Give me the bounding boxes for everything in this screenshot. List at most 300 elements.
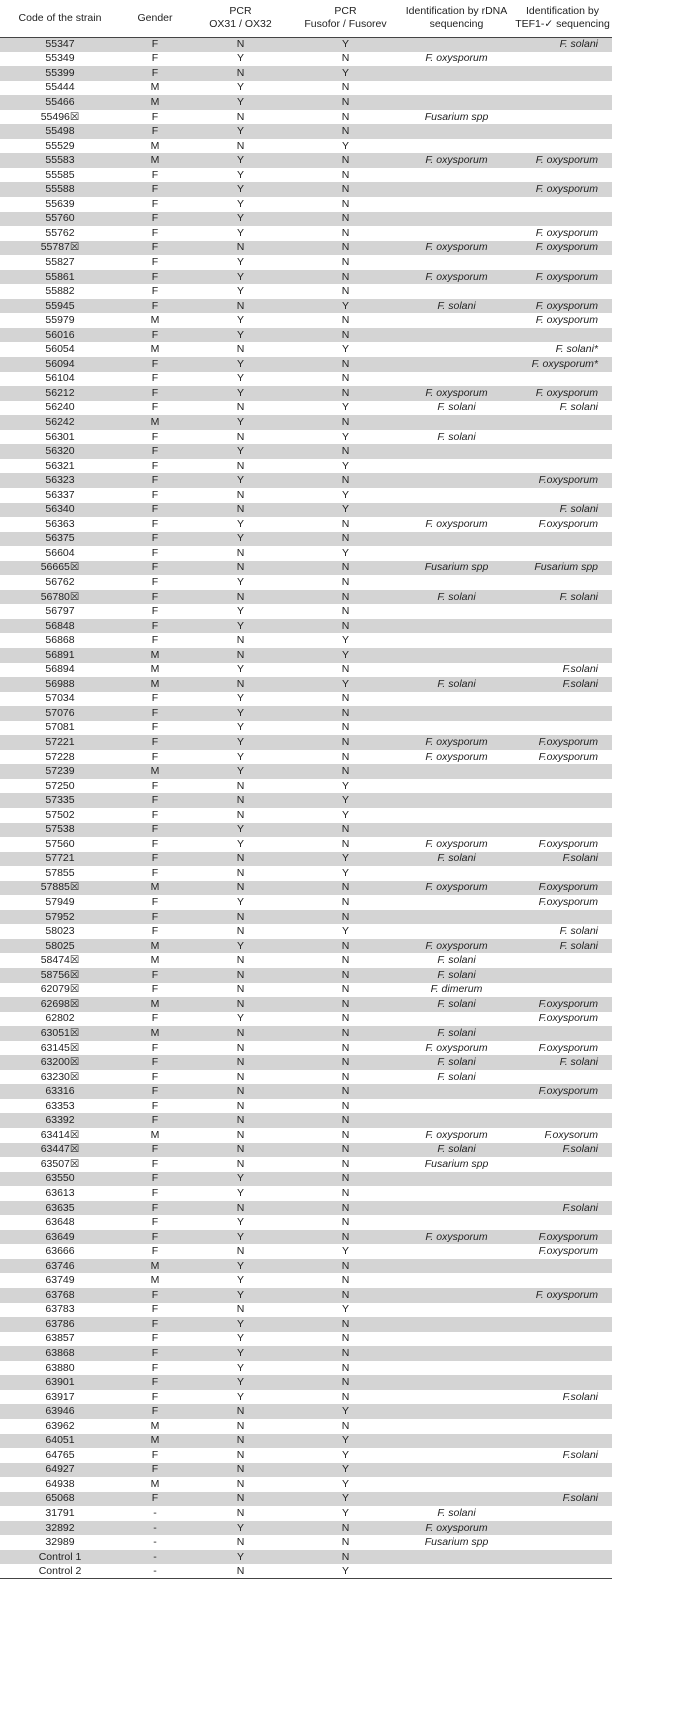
tef-id-cell: F. oxysporum (535, 314, 598, 327)
strain-code-cell: 58025 (0, 939, 120, 954)
pcr-ox-cell: N (190, 1564, 291, 1579)
table-row (0, 313, 612, 328)
pcr-ox-cell: Y (190, 1521, 291, 1536)
table-row (0, 1288, 612, 1303)
strain-code-cell: Control 1 (0, 1550, 120, 1565)
tef-id-cell: F.solani (513, 1492, 612, 1507)
table-row (0, 1564, 612, 1579)
pcr-ox-cell: Y (190, 153, 291, 168)
gender-cell: F (120, 270, 190, 285)
pcr-ox-cell: Y (236, 1332, 244, 1345)
tef-id-cell (513, 808, 612, 823)
pcr-fuso-cell: Y (341, 779, 349, 792)
gender-cell: F (120, 1055, 190, 1070)
tef-id-cell: F. solani* (555, 343, 598, 356)
pcr-fuso-cell: Y (341, 430, 349, 443)
rdna-id-cell (400, 1113, 513, 1128)
pcr-ox-cell: N (190, 1026, 291, 1041)
strain-code-cell: 55466 (0, 95, 120, 110)
strain-code-cell: 56054 (45, 343, 75, 356)
tef-id-cell: F.oxysporum (538, 750, 598, 763)
pcr-ox-cell: Y (190, 1550, 291, 1565)
rdna-id-cell: F. solani (437, 430, 476, 443)
tef-id-cell (513, 66, 612, 81)
pcr-ox-cell: Y (190, 270, 291, 285)
rdna-id-cell: F. dimerum (430, 983, 483, 996)
gender-cell: F (120, 1201, 190, 1216)
strain-code-cell: 57560 (45, 837, 75, 850)
rdna-id-cell: F. oxysporum (425, 837, 488, 850)
tef-id-cell (513, 1506, 612, 1521)
strain-code-cell: 56363 (45, 517, 75, 530)
strain-code-cell: 56212 (0, 386, 120, 401)
rdna-id-cell (400, 1463, 513, 1478)
pcr-fuso-cell: Y (341, 139, 349, 152)
gender-cell: - (120, 1521, 190, 1536)
gender-cell: M (120, 997, 190, 1012)
table-row (0, 1012, 612, 1027)
pcr-fuso-cell: N (341, 1390, 350, 1403)
gender-cell: F (151, 372, 159, 385)
gender-cell: F (151, 1157, 159, 1170)
gender-cell: F (151, 1216, 159, 1229)
table-row (0, 1259, 612, 1274)
pcr-ox-cell: Y (236, 1186, 244, 1199)
table-row (0, 1375, 612, 1390)
gender-cell: F (120, 66, 190, 81)
strain-code-cell: 55787☒ (0, 241, 120, 256)
pcr-fuso-cell: N (291, 910, 400, 925)
pcr-ox-cell: Y (236, 750, 244, 763)
header-pcr-ox: PCR OX31 / OX32 (190, 0, 291, 37)
rdna-id-cell (400, 1375, 513, 1390)
rdna-id-cell: F. oxysporum (400, 270, 513, 285)
table-row (0, 1404, 612, 1419)
pcr-ox-cell: Y (236, 605, 244, 618)
strain-code-cell: 57239 (0, 764, 120, 779)
pcr-fuso-cell: Y (341, 634, 349, 647)
gender-cell: F (151, 1041, 159, 1054)
table-row (0, 968, 612, 983)
rdna-id-cell: F. oxysporum (400, 386, 513, 401)
gender-cell: F (120, 1288, 190, 1303)
strain-code-cell: 57076 (0, 706, 120, 721)
table-row (0, 517, 612, 532)
gender-cell: F (151, 255, 159, 268)
strain-code-cell: 63145☒ (40, 1041, 80, 1054)
table-row (0, 997, 612, 1012)
gender-cell: F (120, 1084, 190, 1099)
strain-code-cell: 63447☒ (0, 1143, 120, 1158)
pcr-fuso-cell: N (341, 1536, 350, 1549)
tef-id-cell (513, 488, 612, 503)
pcr-fuso-cell: N (341, 983, 350, 996)
table-row (0, 182, 612, 197)
pcr-fuso-cell: N (291, 473, 400, 488)
rdna-id-cell (400, 313, 513, 328)
strain-code-cell: 56780☒ (0, 590, 120, 605)
tef-id-cell (513, 255, 612, 270)
table-row (0, 52, 612, 67)
strain-code-cell: 56988 (0, 677, 120, 692)
gender-cell: F (151, 285, 159, 298)
tef-id-cell (513, 444, 612, 459)
gender-cell: F (151, 808, 159, 821)
pcr-fuso-cell: N (341, 1041, 350, 1054)
strain-code-cell: 56762 (45, 576, 75, 588)
table-row (0, 255, 612, 270)
pcr-ox-cell: N (190, 1201, 291, 1216)
table-row (0, 852, 612, 867)
strain-code-cell: 63316 (0, 1084, 120, 1099)
gender-cell: M (150, 954, 160, 967)
rdna-id-cell: Fusarium spp (400, 561, 513, 576)
gender-cell: F (120, 1492, 190, 1507)
pcr-fuso-cell: N (341, 81, 350, 94)
gender-cell: F (120, 503, 190, 518)
rdna-id-cell: F. solani (437, 1507, 476, 1519)
gender-cell: F (151, 837, 159, 850)
pcr-fuso-cell: N (291, 1259, 400, 1274)
rdna-id-cell: F. solani (400, 968, 513, 983)
rdna-id-cell (400, 692, 513, 707)
tef-id-cell (513, 546, 612, 561)
pcr-fuso-cell: Y (341, 1245, 349, 1258)
rdna-id-cell: F. solani (400, 299, 513, 314)
pcr-ox-cell: Y (190, 95, 291, 110)
gender-cell: F (151, 1448, 159, 1461)
rdna-id-cell (400, 1434, 513, 1449)
rdna-id-cell (400, 706, 513, 721)
pcr-fuso-cell: N (291, 823, 400, 838)
rdna-id-cell (400, 1244, 513, 1259)
table-row (0, 241, 612, 256)
tef-id-cell (513, 604, 612, 619)
pcr-fuso-cell: N (291, 1055, 400, 1070)
pcr-fuso-cell: N (341, 663, 350, 676)
rdna-id-cell (400, 182, 513, 197)
gender-cell: - (120, 1564, 190, 1579)
gender-cell: F (120, 1463, 190, 1478)
rdna-id-cell: F. oxysporum (425, 1041, 488, 1054)
table-row (0, 808, 612, 823)
table-row (0, 1113, 612, 1128)
strain-code-cell: 58023 (45, 925, 75, 938)
gender-cell: F (120, 386, 190, 401)
pcr-ox-cell: Y (236, 168, 244, 181)
rdna-id-cell: F. oxysporum (400, 241, 513, 256)
pcr-fuso-cell: Y (291, 299, 400, 314)
pcr-fuso-cell: N (291, 1521, 400, 1536)
rdna-id-cell (400, 197, 513, 212)
pcr-ox-cell: Y (190, 764, 291, 779)
strain-code-cell: 32892 (0, 1521, 120, 1536)
gender-cell: F (151, 1303, 159, 1316)
rdna-id-cell (400, 1186, 513, 1201)
pcr-ox-cell: N (236, 1128, 245, 1141)
pcr-ox-cell: N (190, 677, 291, 692)
gender-cell: M (150, 663, 160, 676)
gender-cell: F (120, 910, 190, 925)
table-header-row (0, 0, 612, 37)
rdna-id-cell (400, 866, 513, 881)
pcr-ox-cell: N (236, 1536, 245, 1549)
strain-code-cell: 56894 (45, 663, 75, 676)
pcr-ox-cell: Y (190, 444, 291, 459)
rdna-id-cell: F. solani (400, 997, 513, 1012)
gender-cell: F (151, 605, 159, 618)
gender-cell: M (150, 343, 160, 356)
tef-id-cell (513, 692, 612, 707)
strain-code-cell: 56301 (45, 430, 75, 443)
rdna-id-cell (400, 1550, 513, 1565)
pcr-ox-cell: N (190, 648, 291, 663)
rdna-id-cell (400, 473, 513, 488)
rdna-id-cell: F. oxysporum (425, 750, 488, 763)
pcr-fuso-cell: N (291, 881, 400, 896)
strain-code-cell: 55760 (0, 212, 120, 227)
pcr-fuso-cell: N (291, 764, 400, 779)
table-row (0, 1303, 612, 1318)
pcr-ox-cell: N (236, 1070, 245, 1083)
gender-cell: M (120, 95, 190, 110)
strain-code-cell: 63635 (0, 1201, 120, 1216)
pcr-ox-cell: Y (236, 1216, 244, 1229)
tef-id-cell: F.oxysporum (538, 1245, 598, 1258)
pcr-ox-cell: Y (190, 182, 291, 197)
pcr-ox-cell: N (236, 925, 245, 938)
pcr-fuso-cell: Y (341, 925, 349, 938)
tef-id-cell (513, 124, 612, 139)
table-row (0, 1143, 612, 1158)
pcr-ox-cell: N (190, 793, 291, 808)
pcr-ox-cell: N (190, 590, 291, 605)
gender-cell: - (120, 1550, 190, 1565)
pcr-ox-cell: N (236, 779, 245, 792)
pcr-ox-cell: Y (190, 1346, 291, 1361)
gender-cell: M (150, 1274, 160, 1287)
rdna-id-cell: F. oxysporum (425, 517, 488, 530)
tef-id-cell (513, 706, 612, 721)
table-row (0, 983, 612, 998)
pcr-ox-cell: Y (236, 285, 244, 298)
table-row (0, 604, 612, 619)
table-row (0, 1550, 612, 1565)
table-row (0, 721, 612, 736)
gender-cell: F (120, 473, 190, 488)
tef-id-cell (513, 1477, 612, 1492)
strain-code-cell: 62802 (45, 1012, 75, 1025)
rdna-id-cell (400, 823, 513, 838)
pcr-ox-cell: Y (236, 314, 244, 327)
table-row (0, 212, 612, 227)
pcr-ox-cell: N (190, 1113, 291, 1128)
pcr-ox-cell: N (236, 401, 245, 414)
rdna-id-cell: F. oxysporum (425, 52, 488, 65)
rdna-id-cell (400, 255, 513, 270)
pcr-ox-cell: N (236, 110, 245, 123)
pcr-ox-cell: N (236, 1303, 245, 1316)
table-row (0, 1099, 612, 1114)
tef-id-cell (513, 1361, 612, 1376)
strain-code-cell: 57221 (0, 735, 120, 750)
pcr-fuso-cell: N (291, 619, 400, 634)
tef-id-cell (513, 764, 612, 779)
pcr-fuso-cell: Y (291, 1463, 400, 1478)
strain-code-cell: 63550 (0, 1172, 120, 1187)
tef-id-cell (513, 328, 612, 343)
pcr-ox-cell: N (236, 1448, 245, 1461)
pcr-fuso-cell: N (341, 1332, 350, 1345)
tef-id-cell: F.oxysporum (513, 473, 612, 488)
strain-code-cell: 55588 (0, 182, 120, 197)
tef-id-cell (513, 212, 612, 227)
gender-cell: F (120, 1346, 190, 1361)
strain-code-cell: 63648 (45, 1216, 75, 1229)
strain-code-cell: 58756☒ (0, 968, 120, 983)
strain-code-cell: 57250 (45, 779, 75, 792)
pcr-fuso-cell: N (291, 939, 400, 954)
gender-cell: F (151, 925, 159, 938)
tef-id-cell: F. oxysporum (513, 241, 612, 256)
tef-id-cell: F.oxysporum (538, 1012, 598, 1025)
tef-id-cell (513, 139, 612, 154)
pcr-fuso-cell: N (291, 561, 400, 576)
rdna-id-cell (400, 1012, 513, 1027)
table-row (0, 677, 612, 692)
tef-id-cell (513, 1157, 612, 1172)
tef-id-cell (513, 1463, 612, 1478)
gender-cell: F (151, 692, 159, 705)
tef-id-cell: F.solani (513, 1143, 612, 1158)
pcr-fuso-cell: N (341, 372, 350, 385)
strain-code-cell: 63392 (0, 1113, 120, 1128)
strain-code-cell: 63666 (45, 1245, 75, 1258)
pcr-fuso-cell: N (291, 1375, 400, 1390)
pcr-fuso-cell: Y (341, 1303, 349, 1316)
strain-code-cell: 55945 (0, 299, 120, 314)
rdna-id-cell (400, 910, 513, 925)
rdna-id-cell (400, 1419, 513, 1434)
strain-code-cell: 56891 (0, 648, 120, 663)
gender-cell: F (151, 576, 159, 588)
gender-cell: F (151, 168, 159, 181)
rdna-id-cell (400, 168, 513, 183)
pcr-fuso-cell: N (341, 197, 350, 210)
rdna-id-cell: F. oxysporum (400, 1521, 513, 1536)
table-row (0, 1332, 612, 1347)
tef-id-cell: F.solani (562, 663, 598, 676)
pcr-fuso-cell: N (341, 314, 350, 327)
pcr-ox-cell: N (190, 1084, 291, 1099)
pcr-fuso-cell: N (341, 1274, 350, 1287)
tef-id-cell: F.solani (513, 677, 612, 692)
gender-cell: F (120, 532, 190, 547)
strain-code-cell: 63749 (45, 1274, 75, 1287)
pcr-ox-cell: Y (190, 939, 291, 954)
gender-cell: F (151, 1361, 159, 1374)
pcr-ox-cell: Y (190, 386, 291, 401)
table-row (0, 1055, 612, 1070)
pcr-ox-cell: Y (190, 532, 291, 547)
pcr-ox-cell: Y (236, 226, 244, 239)
tef-id-cell (513, 910, 612, 925)
strain-code-cell: 56604 (45, 546, 75, 559)
tef-id-cell (513, 1404, 612, 1419)
table-row (0, 546, 612, 561)
pcr-fuso-cell: N (341, 1099, 350, 1112)
table-row (0, 1273, 612, 1288)
rdna-id-cell (400, 1317, 513, 1332)
table-row (0, 692, 612, 707)
table-row (0, 168, 612, 183)
pcr-ox-cell: Y (190, 1288, 291, 1303)
pcr-fuso-cell: N (341, 750, 350, 763)
tef-id-cell (513, 110, 612, 125)
gender-cell: F (151, 1186, 159, 1199)
pcr-ox-cell: Y (190, 1230, 291, 1245)
table-row (0, 881, 612, 896)
pcr-fuso-cell: Y (341, 401, 349, 414)
rdna-id-cell (400, 619, 513, 634)
pcr-fuso-cell: N (291, 1201, 400, 1216)
rdna-id-cell (400, 604, 513, 619)
tef-id-cell: F.oxysporum (513, 1230, 612, 1245)
pcr-fuso-cell: Y (291, 503, 400, 518)
table-row (0, 823, 612, 838)
rdna-id-cell (400, 1303, 513, 1318)
table-row (0, 1157, 612, 1172)
table-row (0, 401, 612, 416)
pcr-ox-cell: N (236, 1477, 245, 1490)
table-row (0, 81, 612, 96)
strain-code-cell: 55444 (45, 81, 75, 94)
rdna-id-cell: F. solani (400, 590, 513, 605)
strain-code-cell: 56242 (0, 415, 120, 430)
rdna-id-cell (400, 1332, 513, 1347)
rdna-id-cell: F. solani (437, 1070, 476, 1083)
table-row (0, 1201, 612, 1216)
tef-id-cell: F. oxysporum (513, 1288, 612, 1303)
strain-code-cell: 63353 (45, 1099, 75, 1112)
rdna-id-cell (400, 793, 513, 808)
pcr-fuso-cell: N (291, 1288, 400, 1303)
rdna-id-cell: F. solani (400, 1055, 513, 1070)
tef-id-cell: F. solani (559, 925, 598, 938)
pcr-fuso-cell: N (291, 1317, 400, 1332)
tef-id-cell (513, 168, 612, 183)
tef-id-cell: F. solani (513, 939, 612, 954)
table-body (0, 37, 612, 1579)
tef-id-cell (513, 52, 612, 67)
rdna-id-cell (400, 226, 513, 241)
strain-code-cell: 63051☒ (0, 1026, 120, 1041)
table-row (0, 793, 612, 808)
table-row (0, 328, 612, 343)
pcr-ox-cell: Y (236, 81, 244, 94)
pcr-fuso-cell: N (291, 532, 400, 547)
gender-cell: F (120, 590, 190, 605)
strain-code-cell: 64938 (45, 1477, 75, 1490)
rdna-id-cell: F. oxysporum (400, 153, 513, 168)
tef-id-cell (513, 1215, 612, 1230)
pcr-ox-cell: N (236, 430, 245, 443)
table-row (0, 779, 612, 794)
strain-code-cell: 63868 (0, 1346, 120, 1361)
pcr-fuso-cell: N (341, 226, 350, 239)
table-row (0, 1492, 612, 1507)
rdna-id-cell (400, 721, 513, 736)
